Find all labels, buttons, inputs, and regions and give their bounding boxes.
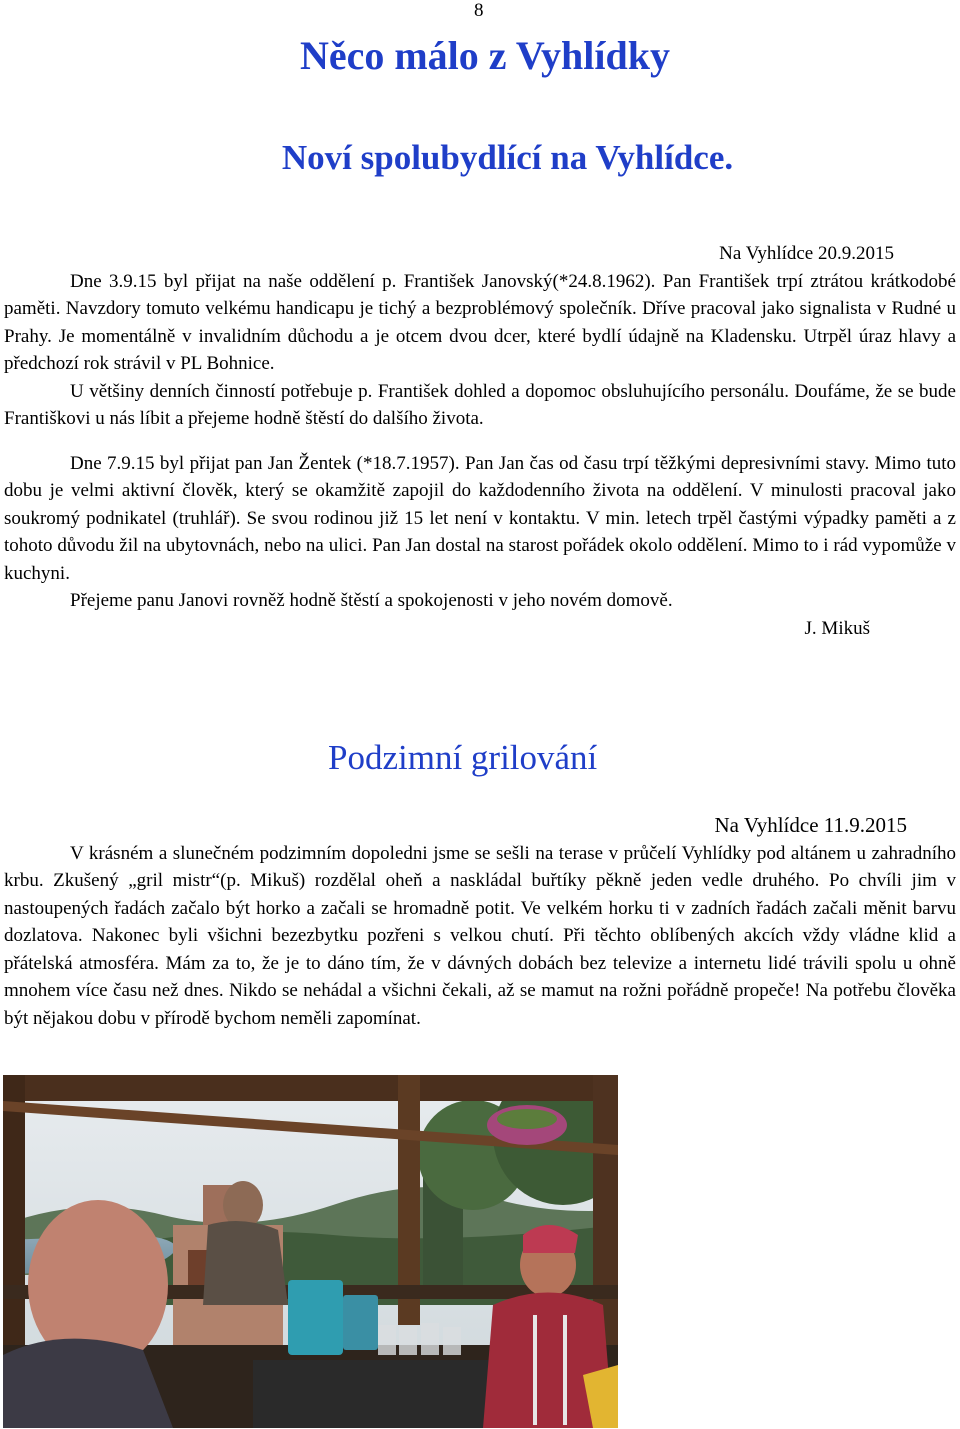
- article-title-new-residents: Noví spolubydlící na Vyhlídce.: [281, 138, 734, 177]
- paragraph: Dne 7.9.15 byl přijat pan Jan Žentek (*18.7.1957). Pan Jan čas od času trpí těžkými depresivními stavy. Mimo tuto dobu je velmi aktivní člověk, který se okamžitě zapojil do každodenního života na oddělení. V minulosti pracoval jako soukromý podnikatel (truhlář). Se svou rodinou již 15 let není v kontaktu. V min. letech trpěl častými výpadky paměti a z tohoto důvodu žil na ubytovnách, nebo na ulici. Pan Jan dostal na starost pořádek okolo oddělení. Mimo to i rád vypomůže v kuchyni.: [4, 452, 956, 584]
- article-new-residents: [4, 240, 956, 642]
- page-number: 8: [474, 0, 484, 21]
- article-date: Na Vyhlídce 20.9.2015: [719, 243, 894, 264]
- paragraph: U většiny denních činností potřebuje p. František dohled a dopomoc obsluhujícího personálu. Doufáme, že se bude Františkovi u nás líbit a přejeme hodně štěstí do dalšího života.: [4, 380, 956, 429]
- spacer: [4, 433, 956, 450]
- paragraph: V krásném a slunečném podzimním dopoledni jsme se sešli na terase v průčelí Vyhlídky pod altánem u zahradního krbu. Zkušený „gril mistr“(p. Mikuš) rozdělal oheň a naskládal buřtíky pěkně jeden vedle druhého. Po chvíli jim v nastoupených řadách začalo být horko a začali se hromadně potit. Ve velkém horku ti v zadních řadách začali měnit barvu dozlatova. Nakonec byli všichni bezezbytku pozřeni s velkou chutí. Při těchto oblíbených akcích vždy vládne klid a přátelská atmosféra. Mám za to, že je to dáno tím, že v dávných dobách bez televize a internetu lidé trávili spolu u ohně mnohem více času než dnes. Nikdo se nehádal a všichni čekali, až se mamut na rožni pořádně propeče! Na potřebu člověka být nějakou dobu v přírodě bychom neměli zapomínat.: [4, 842, 956, 1029]
- paragraph: Přejeme panu Janovi rovněž hodně štěstí a spokojenosti v jeho novém domově.: [70, 590, 673, 611]
- grilling-photo: [3, 1075, 618, 1428]
- article-grilling: [4, 812, 956, 1032]
- paragraph: Dne 3.9.15 byl přijat na naše oddělení p. František Janovský(*24.8.1962). Pan František trpí ztrátou krátkodobé paměti. Navzdory tomuto velkému handicapu je tichý a bezproblémový společník. Dříve pracoval jako signalista v Rudné u Prahy. Je momentálně v invalidním důchodu a je otcem dvou dcer, které bydlí údajně na Kladensku. Utrpěl úraz hlavy a předchozí rok strávil v PL Bohnice.: [4, 270, 956, 374]
- article-title-grilling: Podzimní grilování: [328, 738, 598, 777]
- article-date: Na Vyhlídce 11.9.2015: [714, 813, 907, 837]
- page-title: Něco málo z Vyhlídky: [299, 33, 671, 78]
- author-signature: J. Mikuš: [804, 617, 870, 639]
